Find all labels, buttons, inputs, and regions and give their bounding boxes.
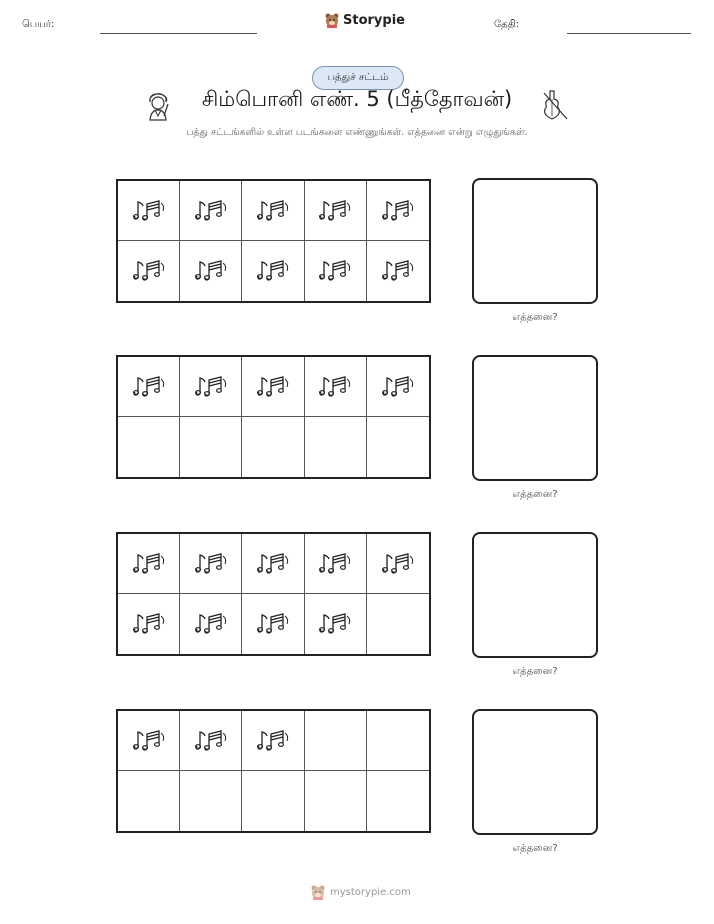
storypie-bear-icon <box>324 12 340 28</box>
frame-cell <box>180 711 242 771</box>
frame-cell <box>118 771 180 831</box>
music-notes-icon <box>132 197 166 225</box>
frame-cell <box>305 357 367 417</box>
music-notes-icon <box>194 727 228 755</box>
frame-cell <box>305 534 367 594</box>
frame-cell <box>367 181 429 241</box>
frame-cell <box>180 241 242 301</box>
answer-box-4[interactable] <box>472 709 598 835</box>
frame-cell <box>118 711 180 771</box>
answer-prompt-3: எத்தனை? <box>512 666 558 677</box>
frame-cell <box>305 241 367 301</box>
frame-cell <box>180 357 242 417</box>
frame-cell <box>305 594 367 654</box>
music-notes-icon <box>194 610 228 638</box>
music-notes-icon <box>318 197 352 225</box>
topic-tag: பத்துச் சட்டம் <box>312 66 404 90</box>
footer <box>310 884 411 900</box>
music-notes-icon <box>194 373 228 401</box>
frame-cell <box>118 241 180 301</box>
frame-cell <box>367 771 429 831</box>
frame-cell <box>305 771 367 831</box>
frame-cell <box>242 181 304 241</box>
frame-cell <box>118 594 180 654</box>
answer-prompt-4: எத்தனை? <box>512 843 558 854</box>
frame-cell <box>367 417 429 477</box>
frame-cell <box>180 594 242 654</box>
instructions: பத்து சட்டங்களில் உள்ள படங்களை எண்ணுங்கள். எத்தனை என்று எழுதுங்கள். <box>186 127 528 138</box>
music-notes-icon <box>132 373 166 401</box>
music-notes-icon <box>318 373 352 401</box>
ten-frame-4 <box>116 709 431 833</box>
frame-cell <box>367 594 429 654</box>
date-line[interactable] <box>567 33 691 34</box>
answer-prompt-2: எத்தனை? <box>512 489 558 500</box>
page-title: சிம்பொனி எண். 5 (பீத்தோவன்) <box>201 87 513 111</box>
name-label: பெயர்: <box>22 19 55 30</box>
music-notes-icon <box>256 257 290 285</box>
answer-box-2[interactable] <box>472 355 598 481</box>
answer-prompt-1: எத்தனை? <box>512 312 558 323</box>
music-notes-icon <box>318 550 352 578</box>
music-notes-icon <box>194 197 228 225</box>
storypie-bear-icon <box>310 884 326 900</box>
frame-cell <box>118 534 180 594</box>
date-label: தேதி: <box>494 19 520 30</box>
frame-cell <box>118 417 180 477</box>
music-notes-icon <box>381 257 415 285</box>
music-notes-icon <box>318 257 352 285</box>
frame-cell <box>305 711 367 771</box>
answer-box-3[interactable] <box>472 532 598 658</box>
frame-cell <box>118 181 180 241</box>
footer-url: mystorypie.com <box>330 886 411 898</box>
ten-frame-1 <box>116 179 431 303</box>
frame-cell <box>180 534 242 594</box>
frame-cell <box>180 771 242 831</box>
frame-cell <box>242 357 304 417</box>
violin-icon <box>540 88 570 122</box>
answer-box-1[interactable] <box>472 178 598 304</box>
frame-cell <box>242 711 304 771</box>
music-notes-icon <box>256 610 290 638</box>
frame-cell <box>367 357 429 417</box>
frame-cell <box>180 181 242 241</box>
music-notes-icon <box>256 373 290 401</box>
brand-logo <box>324 12 405 28</box>
music-notes-icon <box>381 373 415 401</box>
frame-cell <box>242 594 304 654</box>
music-notes-icon <box>256 550 290 578</box>
brand-name: Storypie <box>343 12 405 28</box>
frame-cell <box>367 534 429 594</box>
name-line[interactable] <box>100 33 257 34</box>
music-notes-icon <box>132 550 166 578</box>
frame-cell <box>180 417 242 477</box>
frame-cell <box>242 417 304 477</box>
frame-cell <box>367 711 429 771</box>
music-notes-icon <box>194 550 228 578</box>
frame-cell <box>367 241 429 301</box>
music-notes-icon <box>318 610 352 638</box>
music-notes-icon <box>132 610 166 638</box>
ten-frame-3 <box>116 532 431 656</box>
frame-cell <box>305 417 367 477</box>
music-notes-icon <box>256 727 290 755</box>
music-notes-icon <box>194 257 228 285</box>
frame-cell <box>242 241 304 301</box>
music-notes-icon <box>381 550 415 578</box>
frame-cell <box>242 771 304 831</box>
ten-frame-2 <box>116 355 431 479</box>
music-notes-icon <box>381 197 415 225</box>
frame-cell <box>242 534 304 594</box>
music-notes-icon <box>132 727 166 755</box>
frame-cell <box>118 357 180 417</box>
music-notes-icon <box>256 197 290 225</box>
music-notes-icon <box>132 257 166 285</box>
frame-cell <box>305 181 367 241</box>
